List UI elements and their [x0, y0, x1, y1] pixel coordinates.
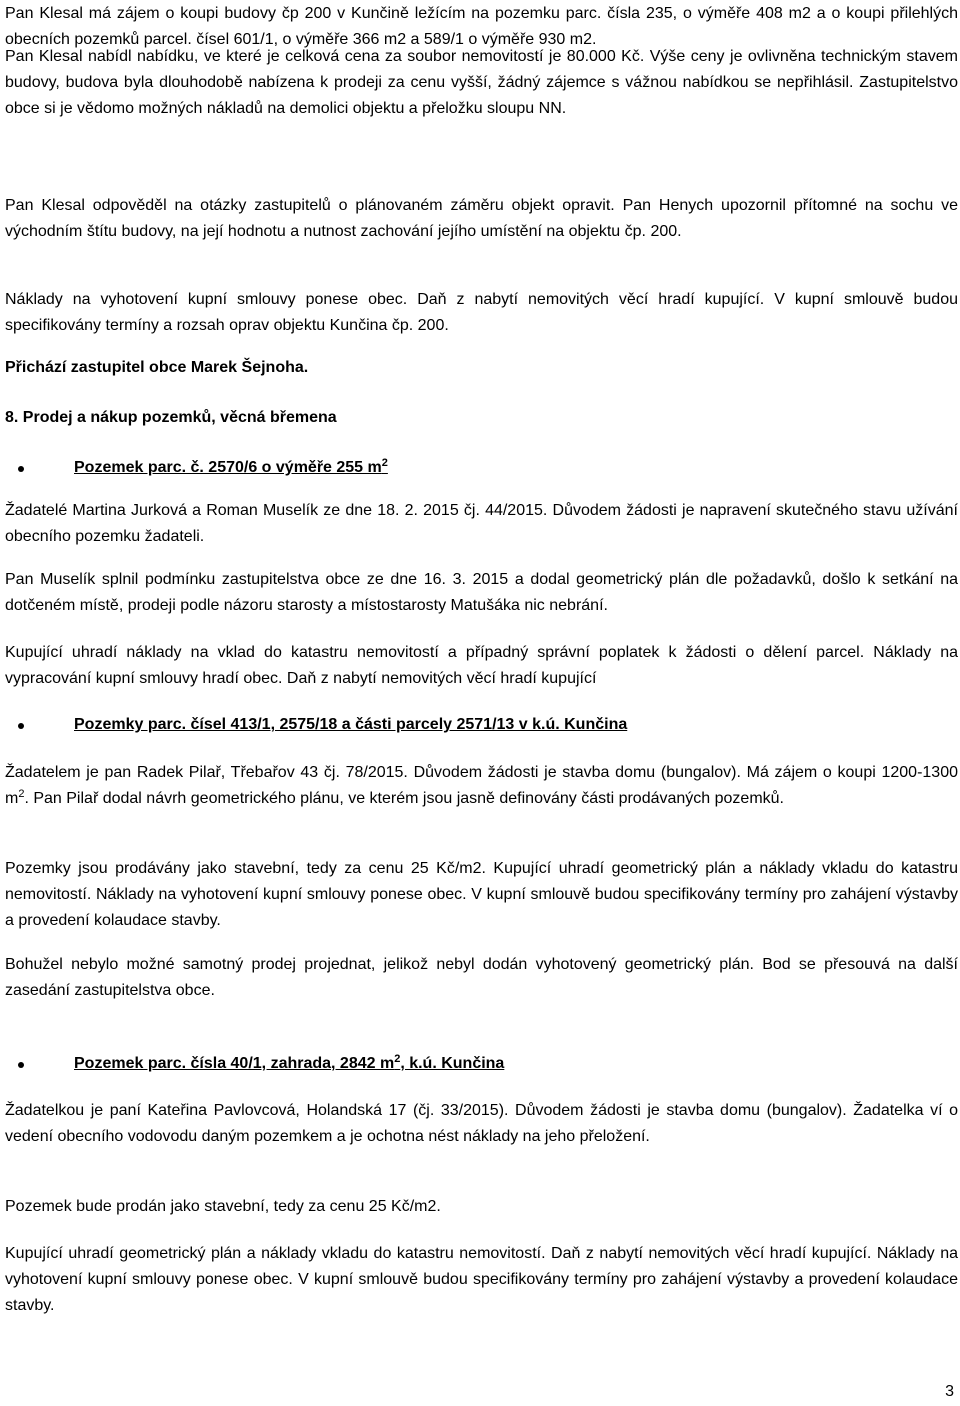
page-number: 3	[945, 1383, 954, 1400]
bullet-item-1	[5, 455, 958, 481]
paragraph-building-plots: Pozemky jsou prodávány jako stavební, tedy za cenu 25 Kč/m2. Kupující uhradí geometrický plán a náklady vkladu do katastru nemovitostí. Náklady na vyhotovení kupní smlouvy ponese obec. V kupní smlouvě budou specifikovány termíny pro zahájení výstavby a provedení kolaudace stavby.	[5, 860, 958, 929]
paragraph-applicant-pilar: Žadatelem je pan Radek Pilař, Třebařov 43 čj. 78/2015. Důvodem žádosti je stavba domu (bungalov). Má zájem o koupi 1200-1300 $m^2$. Pan Pilař dodal návrh geometrického plánu, ve kterém jsou jasně definovány části prodávaných pozemků.	[5, 764, 958, 807]
paragraph-klesal-interest: Pan Klesal má zájem o koupi budovy čp 200 v Kunčině ležícím na pozemku parc. čísla 235, o výměře 408 m2 a o koupi přilehlých obecních pozemků parcel. čísel 601/1, o výměře 366 m2 a 589/1 o výměře 930 m2.	[5, 5, 958, 48]
paragraph-postponed: Bohužel nebylo možné samotný prodej projednat, jelikož nebyl dodán vyhotovený geometrický plán. Bod se přesouvá na další zasedání zastupitelstva obce.	[5, 956, 958, 999]
paragraph-price: Pozemek bude prodán jako stavební, tedy za cenu 25 Kč/m2.	[5, 1198, 441, 1215]
paragraph-costs-1: Kupující uhradí náklady na vklad do katastru nemovitostí a případný správní poplatek k žádosti o dělení parcel. Náklady na vypracování kupní smlouvy hradí obec. Daň z nabytí nemovitých věcí hradí kupující	[5, 644, 958, 687]
bullet-dot-icon	[18, 723, 24, 729]
paragraph-muselik: Pan Muselík splnil podmínku zastupitelstva obce ze dne 16. 3. 2015 a dodal geometrický plán dle požadavků, došlo k setkání na dotčeném místě, prodeji podle názoru starosty a místostarosty Matušáka nic nebrání.	[5, 571, 958, 614]
bullet-item-2	[5, 712, 958, 738]
section-heading: 8. Prodej a nákup pozemků, věcná břemena	[5, 409, 337, 426]
paragraph-applicants-1: Žadatelé Martina Jurková a Roman Muselík ze dne 18. 2. 2015 čj. 44/2015. Důvodem žádosti je napravení skutečného stavu užívání obecního pozemku žadateli.	[5, 502, 958, 545]
paragraph-costs: Náklady na vyhotovení kupní smlouvy ponese obec. Daň z nabytí nemovitých věcí hradí kupující. V kupní smlouvě budou specifikovány termíny a rozsah oprav objektu Kunčina čp. 200.	[5, 291, 958, 334]
bullet-dot-icon	[18, 466, 24, 472]
paragraph-costs-3: Kupující uhradí geometrický plán a náklady vkladu do katastru nemovitostí. Daň z nabytí nemovitých věcí hradí kupující. Náklady na vyhotovení kupní smlouvy ponese obec. V kupní smlouvě budou specifikovány termíny pro zahájení výstavby a provedení kolaudace stavby.	[5, 1245, 958, 1314]
paragraph-klesal-answer: Pan Klesal odpověděl na otázky zastupitelů o plánovaném záměru objekt opravit. Pan Henych upozornil přítomné na sochu ve východním štítu budovy, na její hodnotu a nutnost zachování jejího umístění na objektu čp. 200.	[5, 197, 958, 240]
bullet-title: Pozemek parc. čísla 40/1, zahrada, 2842 $m^2$, k.ú. Kunčina	[74, 1053, 505, 1072]
bullet-title: Pozemky parc. čísel 413/1, 2575/18 a části parcely 2571/13 v k.ú. Kunčina	[74, 716, 628, 733]
paragraph-arrival-notice: Přichází zastupitel obce Marek Šejnoha.	[5, 359, 309, 376]
paragraph-applicant-pavlovcova: Žadatelkou je paní Kateřina Pavlovcová, Holandská 17 (čj. 33/2015). Důvodem žádosti je stavba domu (bungalov). Žadatelka ví o vedení obecního vodovodu daným pozemkem a je ochotna nést náklady na jeho přeložení.	[5, 1102, 958, 1145]
paragraph-klesal-offer: Pan Klesal nabídl nabídku, ve které je celková cena za soubor nemovitostí je 80.000 Kč. Výše ceny je ovlivněna technickým stavem budovy, budova byla dlouhodobě nabízena k prodeji za cenu vyšší, žádný zájemce s vážnou nabídkou se nepřihlásil. Zastupitelstvo obce si je vědomo možných nákladů na demolici objektu a přeložku sloupu NN.	[5, 48, 958, 117]
bullet-item-3	[5, 1051, 958, 1077]
bullet-dot-icon	[18, 1062, 24, 1068]
bullet-title: Pozemek parc. č. 2570/6 o výměře 255 $m^2$	[74, 457, 388, 476]
